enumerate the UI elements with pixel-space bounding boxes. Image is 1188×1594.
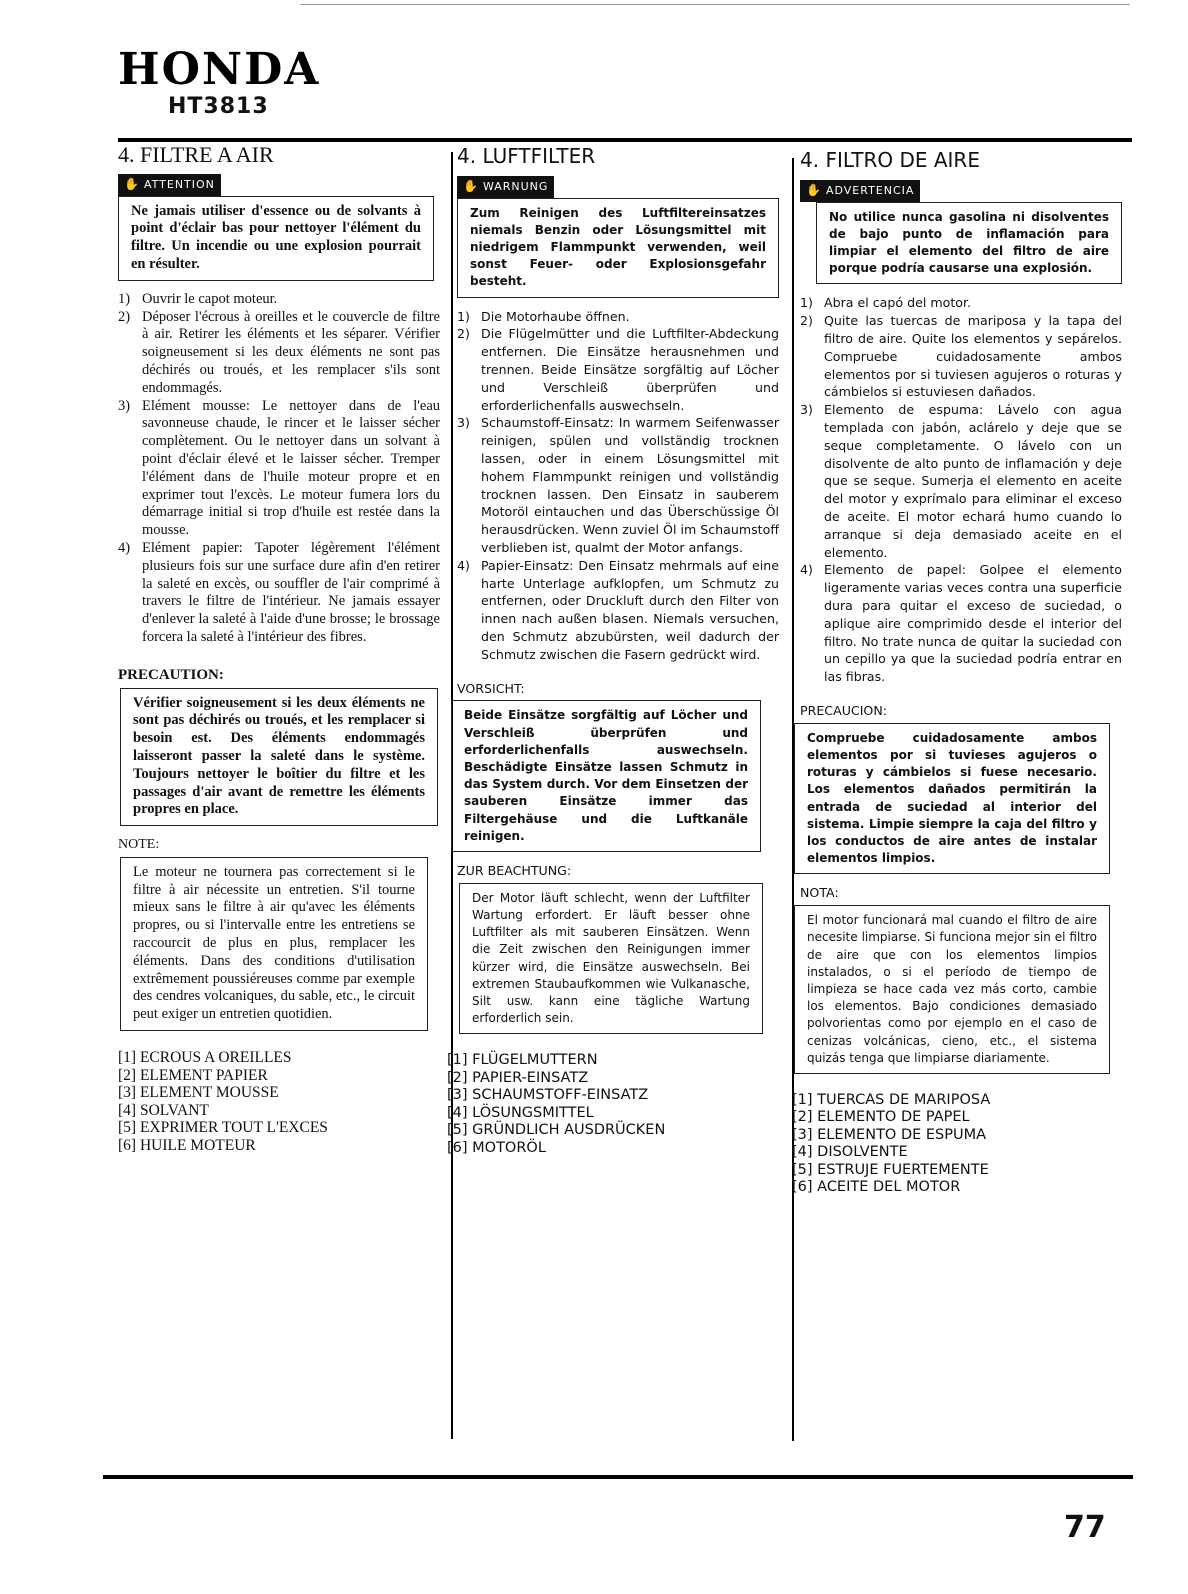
- model-number: HT3813: [168, 94, 269, 119]
- step-item: [118, 540, 440, 647]
- warning-box: No utilice nunca gasolina ni disolventes de bajo punto de inflamación para limpiar el elemento del filtro de aire porque podría causarse una explosión.: [816, 202, 1122, 285]
- step-item: [118, 398, 440, 540]
- part-label: [4] SOLVANT: [118, 1101, 209, 1119]
- step-number: 2): [118, 308, 131, 325]
- parts-legend: [118, 1049, 440, 1154]
- step-text: Papier-Einsatz: Den Einsatz mehrmals auf eine harte Unterlage aufklopfen, um Schmutz zu entfernen, oder Druckluft durch den Filter von innen nach außen blasen. Niemals versuchen, den Schmutz abzubürsten, weil dadurch der Schmutz zwischen die Fasern gedrückt wird.: [481, 557, 779, 662]
- warning-box: Ne jamais utiliser d'essence ou de solvants à point d'éclair bas pour nettoyer l'élément du filtre. Un incendie ou une explosion pourrait en résulter.: [118, 196, 434, 281]
- steps-list: [118, 291, 440, 647]
- step-item: [457, 325, 779, 414]
- caution-heading: VORSICHT:: [457, 680, 525, 696]
- note-box: El motor funcionará mal cuando el filtro de aire necesite limpiarse. Si funciona mejor sin el filtro de aire que con los elementos limpios instalados, o si el período de tiempo de limpieza se hace cada vez más corto, cambie los elementos. Bajo condiciones demasiado polvorientas como por ejemplo en el caso de cenizas volcánicas, cieno, etc., el sistema quizás tenga que limpiarse diariamente.: [794, 905, 1110, 1074]
- step-text: Elemento de espuma: Lávelo con agua templada con jabón, aclárelo y deje que se seque completamente. O lávelo con un disolvente de alto punto de inflamación y deje que se seque. Sumerja el elemento en aceite del motor y exprímalo para eliminar el exceso de aceite. El motor echará humo cuando lo arranque si deja demasiado aceite en el elemento.: [824, 402, 1122, 560]
- warning-label: ✋ ADVERTENCIA: [800, 180, 920, 202]
- step-text: Déposer l'écrous à oreilles et le couvercle de filtre à air. Retirer les éléments et les séparer. Vérifier soigneusement si les deux éléments ne sont pas déchirés ou troués, et les remplacer s'ils sont endommagés.: [142, 308, 440, 396]
- step-item: [118, 291, 440, 309]
- part-label: [2] PAPIER-EINSATZ: [447, 1069, 589, 1086]
- column-german: [447, 144, 779, 1157]
- step-item: [800, 561, 1122, 686]
- steps-list: [457, 308, 779, 664]
- step-item: [118, 309, 440, 398]
- part-label: [5] GRÜNDLICH AUSDRÜCKEN: [447, 1122, 666, 1139]
- warning-label: ✋ WARNUNG: [457, 176, 554, 198]
- hand-icon: ✋: [124, 176, 140, 191]
- step-number: 1): [800, 295, 813, 311]
- caution-box: Beide Einsätze sorgfältig auf Löcher und Verschleiß überprüfen und erforderlichenfalls auswechseln. Beschädigte Einsätze lassen Schmutz in das System durch. Vor dem Einsetzen der sauberen Einsätze immer das Filtergehäuse und die Luftkanäle reinigen.: [451, 700, 761, 852]
- step-text: Quite las tuercas de mariposa y la tapa del filtro de aire. Quite los elementos y sepárelos. Compruebe cuidadosamente ambos elementos por si tuviesen agujeros o roturas y cámbielos si estuviesen dañados.: [824, 313, 1122, 400]
- part-label: [4] DISOLVENTE: [792, 1144, 908, 1161]
- caution-heading: PRECAUTION:: [118, 666, 224, 683]
- step-text: Elément mousse: Le nettoyer dans de l'eau savonneuse chaude, le rincer et le laisser sécher complètement. Ou le nettoyer dans un solvant à point d'éclair élevé et le laisser sécher. Tremper l'élément dans de l'huile moteur propre et en exprimer tout l'excès. Le moteur fumera lors du démarrage initial si trop d'huile est restée dans la mousse.: [142, 397, 440, 539]
- part-label: [6] ACEITE DEL MOTOR: [792, 1179, 961, 1196]
- step-number: 3): [118, 397, 131, 414]
- column-spanish: [792, 148, 1122, 1197]
- step-text: Elément papier: Tapoter légèrement l'élément plusieurs fois sur une surface dure afin d'en retirer la saleté en excès, ou souffler de l'air comprimé à travers le filtre de l'intérieur. Ne jamais essayer d'enlever la saleté à l'aide d'une brosse; le brossage forcera la saleté à l'intérieur des fibres.: [142, 539, 440, 645]
- caution-box: Compruebe cuidadosamente ambos elementos por si tuvieses agujeros o roturas y cámbielos si fuese necesario. Los elementos dañados permitirán la entrada de suciedad al interior del sistema. Limpie siempre la caja del filtro y los conductos de aire antes de instalar elementos limpios.: [794, 723, 1110, 875]
- step-number: 1): [457, 308, 470, 324]
- step-number: 3): [457, 415, 470, 431]
- step-number: 2): [800, 313, 813, 329]
- step-item: [800, 401, 1122, 561]
- step-text: Ouvrir le capot moteur.: [142, 290, 278, 307]
- step-text: Die Flügelmütter und die Luftfilter-Abdeckung entfernen. Die Einsätze herausnehmen und trennen. Beide Einsätze sorgfältig auf Löcher und Verschleiß überprüfen und erforderlichenfalls auswechseln.: [481, 326, 779, 413]
- note-heading: ZUR BEACHTUNG:: [457, 862, 572, 878]
- step-text: Elemento de papel: Golpee el elemento ligeramente varias veces contra una superficie dura para quitar el exceso de suciedad, o aplique aire comprimido desde el interior del filtro. No trate nunca de quitar la suciedad con un cepillo ya que la suciedad podría entrar en las fibras.: [824, 562, 1122, 685]
- step-text: Abra el capó del motor.: [824, 295, 971, 311]
- section-title: 4. FILTRO DE AIRE: [800, 148, 980, 172]
- note-heading: NOTA:: [800, 885, 839, 901]
- step-text: Schaumstoff-Einsatz: In warmem Seifenwasser reinigen, spülen und vollständig trocknen lassen, oder in einem Lösungsmittel mit hohem Flammpunkt reinigen und vollständig trocknen lassen. Den Einsatz in sauberem Motoröl eintauchen und das Überschüssige Öl herausdrücken. Wenn zuviel Öl im Schaumstoff verblieben ist, qualmt der Motor anfangs.: [481, 415, 779, 555]
- step-number: 2): [457, 326, 470, 342]
- hand-icon: ✋: [463, 178, 479, 193]
- parts-legend: [792, 1092, 1122, 1197]
- parts-legend: [447, 1052, 779, 1157]
- warning-label: ✋ ATTENTION: [118, 174, 221, 196]
- step-item: [457, 557, 779, 664]
- part-label: [3] SCHAUMSTOFF-EINSATZ: [447, 1087, 649, 1104]
- part-label: [2] ELEMENTO DE PAPEL: [792, 1109, 970, 1126]
- brand-logo: HONDA: [118, 44, 321, 95]
- part-label: [3] ELEMENTO DE ESPUMA: [792, 1126, 987, 1143]
- part-label: [3] ELEMENT MOUSSE: [118, 1084, 279, 1102]
- part-label: [1] TUERCAS DE MARIPOSA: [792, 1091, 991, 1108]
- part-label: [4] LÖSUNGSMITTEL: [447, 1104, 594, 1121]
- caution-heading: PRECAUCION:: [800, 702, 888, 718]
- part-label: [6] HUILE MOTEUR: [118, 1136, 256, 1154]
- hand-icon: ✋: [806, 182, 822, 197]
- note-heading: NOTE:: [118, 837, 160, 853]
- step-item: [800, 294, 1122, 312]
- step-item: [800, 312, 1122, 401]
- step-number: 4): [800, 562, 813, 578]
- warning-box: Zum Reinigen des Luftfiltereinsatzes niemals Benzin oder Lösungsmittel mit niedrigem Flammpunkt verwenden, weil sonst Feuer- oder Explosionsgefahr besteht.: [457, 198, 779, 298]
- note-box: Der Motor läuft schlecht, wenn der Luftfilter Wartung erfordert. Er läuft besser ohne Luftfilter als mit sauberen Einsätzen. Wenn die Zeit zwischen den Reinigungen immer kürzer wird, die Einsätze auswechseln. Bei extremen Staubaufkommen wie Vulkanasche, Silt usw. kann eine tägliche Wartung erforderlich sein.: [459, 883, 763, 1035]
- step-number: 3): [800, 402, 813, 418]
- step-number: 1): [118, 290, 131, 307]
- page-number: 77: [1064, 1510, 1106, 1545]
- step-number: 4): [118, 539, 131, 556]
- step-text: Die Motorhaube öffnen.: [481, 308, 630, 324]
- part-label: [6] MOTORÖL: [447, 1139, 546, 1156]
- part-label: [1] FLÜGELMUTTERN: [447, 1052, 598, 1069]
- section-title: 4. LUFTFILTER: [457, 144, 596, 168]
- step-item: [457, 308, 779, 326]
- top-scan-line: [300, 4, 1130, 5]
- step-number: 4): [457, 557, 470, 573]
- section-title: 4. FILTRE A AIR: [118, 142, 274, 167]
- footer-rule: [103, 1475, 1133, 1479]
- part-label: [1] ECROUS A OREILLES: [118, 1049, 292, 1067]
- part-label: [5] ESTRUJE FUERTEMENTE: [792, 1161, 989, 1178]
- steps-list: [800, 294, 1122, 686]
- part-label: [2] ELEMENT PAPIER: [118, 1066, 268, 1084]
- caution-box: Vérifier soigneusement si les deux éléments ne sont pas déchirés ou troués, et les remplacer si besoin est. Des éléments endommagés laisseront passer la saleté dans le système. Toujours nettoyer le boîtier du filtre et les passages d'air avant de remettre les éléments propres en place.: [120, 688, 438, 827]
- note-box: Le moteur ne tournera pas correctement si le filtre à air nécessite un entretien. S'il tourne mieux sans le filtre à air qu'avec les éléments propres, ou si l'intervalle entre les entretiens se raccourcit de plus en plus, remplacer les éléments. Dans des conditions d'utilisation extrêmement poussiéreuses comme par exemple des cendres volcaniques, du sable, etc., le circuit peut exiger un entretien quotidien.: [120, 857, 428, 1031]
- part-label: [5] EXPRIMER TOUT L'EXCES: [118, 1119, 328, 1137]
- column-french: [118, 142, 440, 1154]
- step-item: [457, 414, 779, 556]
